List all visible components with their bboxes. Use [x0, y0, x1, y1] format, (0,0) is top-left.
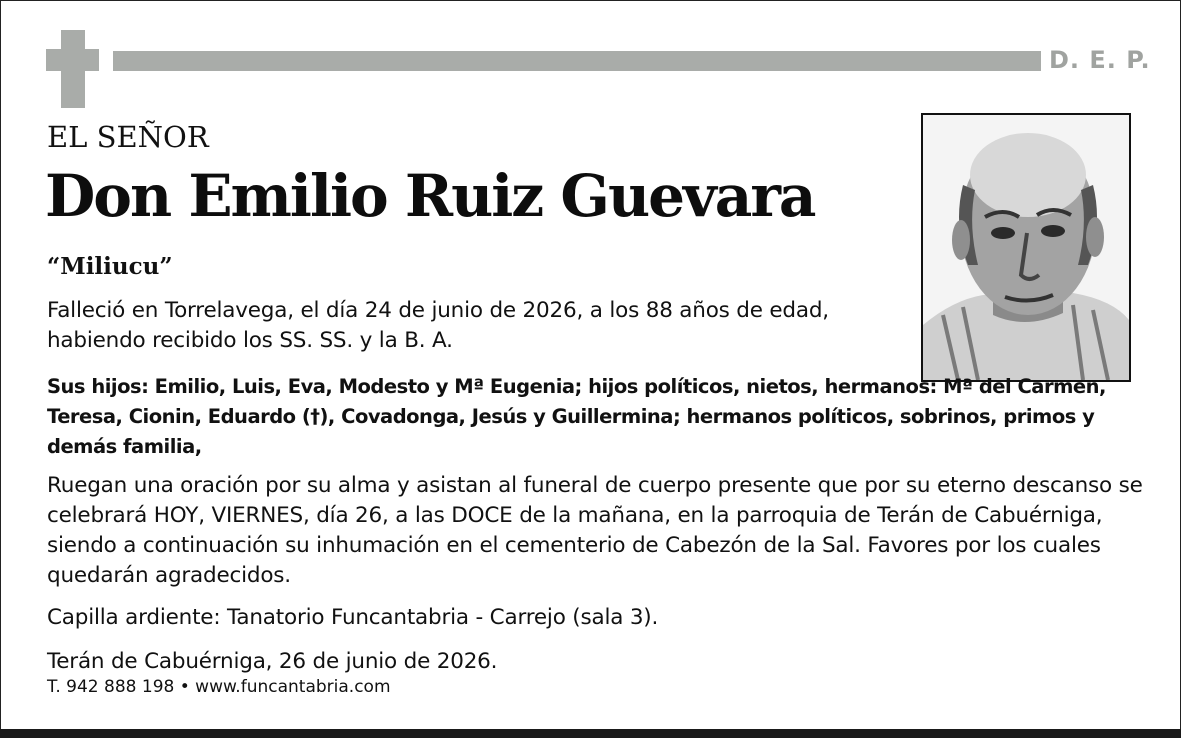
nickname: “Miliucu”	[47, 253, 173, 280]
deceased-name: Don Emilio Ruiz Guevara	[45, 162, 815, 230]
portrait-photo-graphic	[923, 115, 1129, 380]
funeral-request: Ruegan una oración por su alma y asistan al funeral de cuerpo presente que por su eterno descanso se celebrará HOY, VIERNES, día 26, a las DOCE de la mañana, en la parroquia de Terán de Cabuérniga, siendo a continuación su inhumación en el cementerio de Cabezón de la Sal. Favores por los cuales quedarán agradecidos.	[47, 473, 1143, 588]
portrait-photo	[921, 113, 1131, 382]
dep-label: D. E. P.	[1049, 46, 1151, 74]
contact-info: T. 942 888 198 • www.funcantabria.com	[47, 677, 391, 697]
honorific: EL SEÑOR	[47, 120, 209, 154]
place-date: Terán de Cabuérniga, 26 de junio de 2026.	[47, 649, 498, 674]
header-rule	[113, 51, 1041, 71]
chapel-info: Capilla ardiente: Tanatorio Funcantabria - Carrejo (sala 3).	[47, 605, 659, 630]
death-announcement: Falleció en Torrelavega, el día 24 de junio de 2026, a los 88 años de edad, habiendo recibido los SS. SS. y la B. A.	[47, 298, 829, 353]
family-list: Sus hijos: Emilio, Luis, Eva, Modesto y Mª Eugenia; hijos políticos, nietos, hermanos: Mª del Carmen, Teresa, Cionin, Eduardo (†), Covadonga, Jesús y Guillermina; hermanos políticos, sobrinos, primos y demás familia,	[47, 375, 1106, 458]
cross-icon-arm	[46, 49, 99, 71]
bottom-bar	[0, 729, 1181, 738]
